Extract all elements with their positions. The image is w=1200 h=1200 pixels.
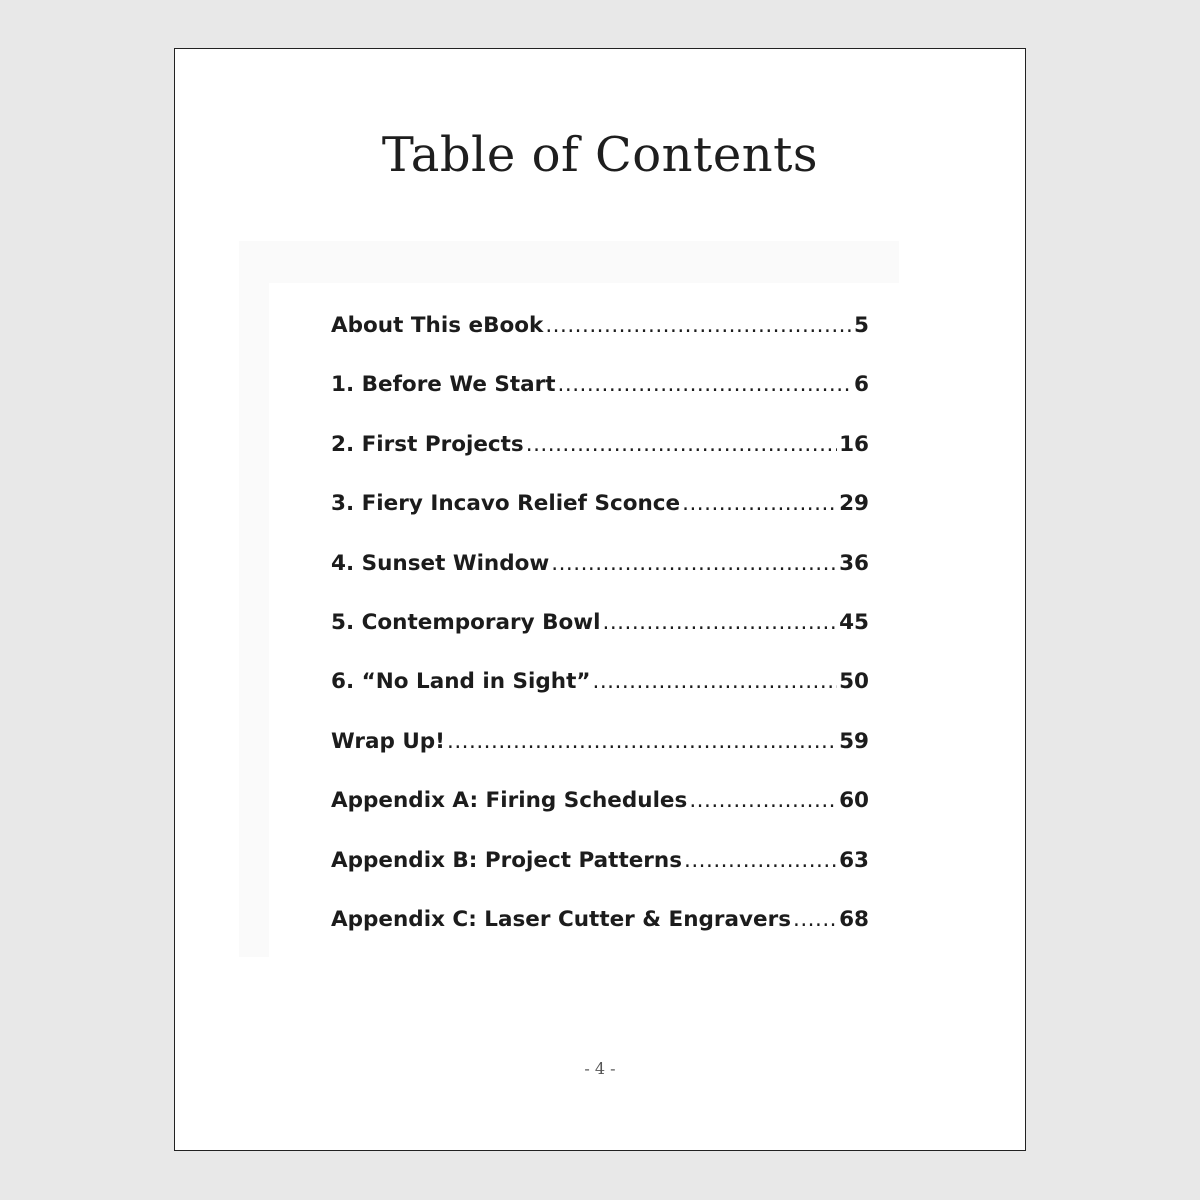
toc-entry-wrap-up[interactable] [331,729,869,788]
toc-entry-label: 2. First Projects [331,431,524,457]
toc-entry-fiery-incavo[interactable] [331,491,869,550]
toc-entry-label: 3. Fiery Incavo Relief Sconce [331,491,681,517]
toc-entry-label: 5. Contemporary Bowl [331,609,601,635]
toc-background-left [239,241,269,957]
toc-entry-label: Appendix A: Firing Schedules [331,788,688,814]
toc-entry-page: 36 [839,550,869,576]
toc-entry-label: 1. Before We Start [331,372,556,398]
toc-leader-dots [593,669,838,694]
toc-entry-appendix-a[interactable] [331,788,869,847]
toc-leader-dots [689,788,837,813]
toc-list [331,313,869,966]
toc-entry-appendix-c[interactable] [331,907,869,966]
toc-leader-dots [684,848,837,873]
page-title: Table of Contents [381,127,819,183]
toc-entry-page: 68 [839,906,869,932]
toc-leader-dots [545,313,852,338]
toc-entry-label: About This eBook [331,313,544,338]
toc-leader-dots [682,491,837,516]
toc-entry-page: 29 [839,491,869,517]
toc-entry-page: 6 [854,372,869,398]
toc-entry-about[interactable] [331,313,869,372]
toc-entry-first-projects[interactable] [331,432,869,491]
toc-entry-label: Appendix C: Laser Cutter & Engravers [331,906,791,932]
page-number: - 4 - [584,1059,616,1078]
toc-entry-page: 63 [839,847,869,873]
toc-entry-page: 16 [839,431,869,457]
toc-entry-label: 4. Sunset Window [331,550,550,576]
toc-leader-dots [447,729,837,754]
toc-entry-appendix-b[interactable] [331,848,869,907]
toc-entry-page: 59 [839,728,869,754]
toc-leader-dots [603,610,838,635]
toc-background-top [239,241,899,283]
document-page [174,48,1026,1151]
toc-entry-page: 5 [854,313,869,338]
toc-leader-dots [526,432,837,457]
toc-entry-page: 50 [839,669,869,695]
toc-leader-dots [558,372,852,397]
toc-entry-no-land-in-sight[interactable] [331,669,869,728]
toc-entry-label: Wrap Up! [331,728,445,754]
toc-entry-label: 6. “No Land in Sight” [331,669,591,695]
toc-entry-before-we-start[interactable] [331,372,869,431]
toc-leader-dots [551,551,837,576]
toc-entry-label: Appendix B: Project Patterns [331,847,683,873]
toc-leader-dots [793,907,837,932]
toc-entry-contemporary-bowl[interactable] [331,610,869,669]
toc-entry-sunset-window[interactable] [331,551,869,610]
toc-entry-page: 45 [839,609,869,635]
toc-entry-page: 60 [839,788,869,814]
